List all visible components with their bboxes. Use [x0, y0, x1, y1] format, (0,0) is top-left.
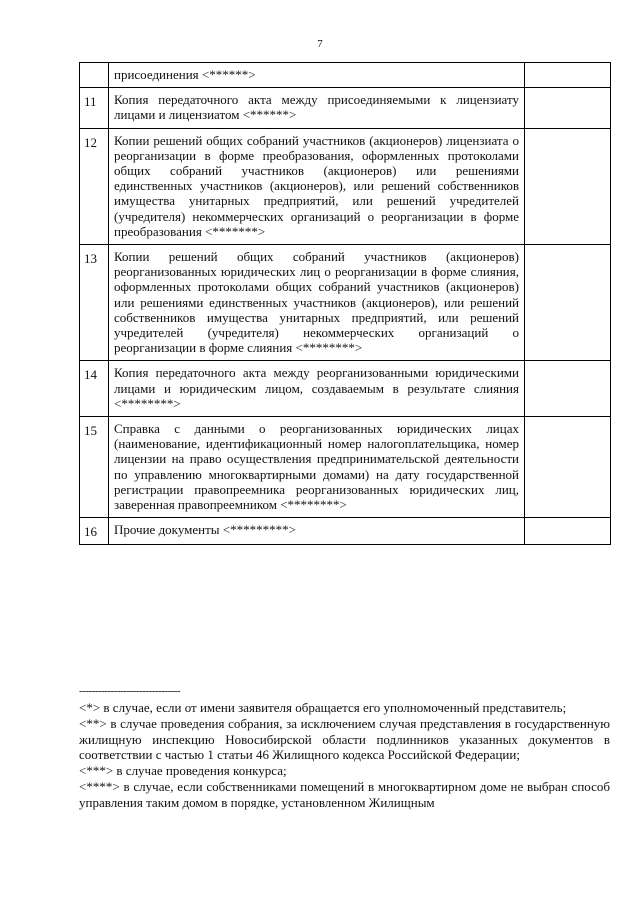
- row-text: Копия передаточного акта между реорганизованными юридическими лицами и юридическим лицом, создаваемым в результате слияния <********>: [109, 361, 525, 417]
- row-mark-cell: [525, 63, 611, 88]
- row-number: 14: [80, 361, 109, 417]
- row-mark-cell: [525, 88, 611, 128]
- footnotes: [79, 684, 610, 811]
- row-number: [80, 63, 109, 88]
- table-row: [80, 63, 611, 88]
- documents-table: [79, 62, 611, 545]
- row-text: Справка с данными о реорганизованных юридических лицах (наименование, идентификационный номер налогоплательщика, номер лицензии на право осуществления предпринимательской деятельности по управлению многоквартирными домами) на дату государственной регистрации правопреемника реорганизованных юридических лиц, заверенная правопреемником <********>: [109, 417, 525, 518]
- row-text: Прочие документы <*********>: [109, 518, 525, 545]
- table-row: [80, 88, 611, 128]
- row-number: 11: [80, 88, 109, 128]
- row-number: 12: [80, 128, 109, 244]
- table-row: [80, 361, 611, 417]
- row-mark-cell: [525, 245, 611, 361]
- page-number: 7: [317, 38, 323, 50]
- row-text: Копии решений общих собраний участников (акционеров) лицензиата о реорганизации в форме преобразования, оформленных протоколами общих собраний участников (акционеров) или решениями единственных участников (акционеров), или решений собственников имущества унитарных предприятий, или решений учредителей (учредителя) некоммерческих организаций о реорганизации в форме преобразования <*******>: [109, 128, 525, 244]
- row-mark-cell: [525, 518, 611, 545]
- footnote: <**> в случае проведения собрания, за исключением случая представления в государственную жилищную инспекцию Новосибирской области подлинников указанных документов в соответствии с частью 1 статьи 46 Жилищного кодекса Российской Федерации;: [79, 715, 610, 763]
- footnote-separator: --------------------------------: [79, 685, 181, 697]
- table-row: [80, 417, 611, 518]
- row-mark-cell: [525, 417, 611, 518]
- table-row: [80, 245, 611, 361]
- table-row: [80, 518, 611, 545]
- row-text: присоединения <******>: [109, 63, 525, 88]
- row-mark-cell: [525, 361, 611, 417]
- row-number: 16: [80, 518, 109, 545]
- row-text: Копия передаточного акта между присоединяемыми к лицензиату лицами и лицензиатом <******>: [109, 88, 525, 128]
- footnote: <***> в случае проведения конкурса;: [79, 763, 287, 779]
- footnote: <*> в случае, если от имени заявителя обращается его уполномоченный представитель;: [79, 700, 567, 715]
- row-text: Копии решений общих собраний участников (акционеров) реорганизованных юридических лиц о реорганизации в форме слияния, оформленных протоколами общих собраний участников (акционеров) или решениями единственных участников (акционеров), или решений собственников имущества унитарных предприятий, или решений учредителей (учредителя) некоммерческих организаций о реорганизации в форме слияния <********>: [109, 245, 525, 361]
- table-row: [80, 128, 611, 244]
- row-number: 13: [80, 245, 109, 361]
- row-number: 15: [80, 417, 109, 518]
- footnote: <****> в случае, если собственниками помещений в многоквартирном доме не выбран способ управления таким домом в порядке, установленном Жилищным: [79, 778, 610, 810]
- row-mark-cell: [525, 128, 611, 244]
